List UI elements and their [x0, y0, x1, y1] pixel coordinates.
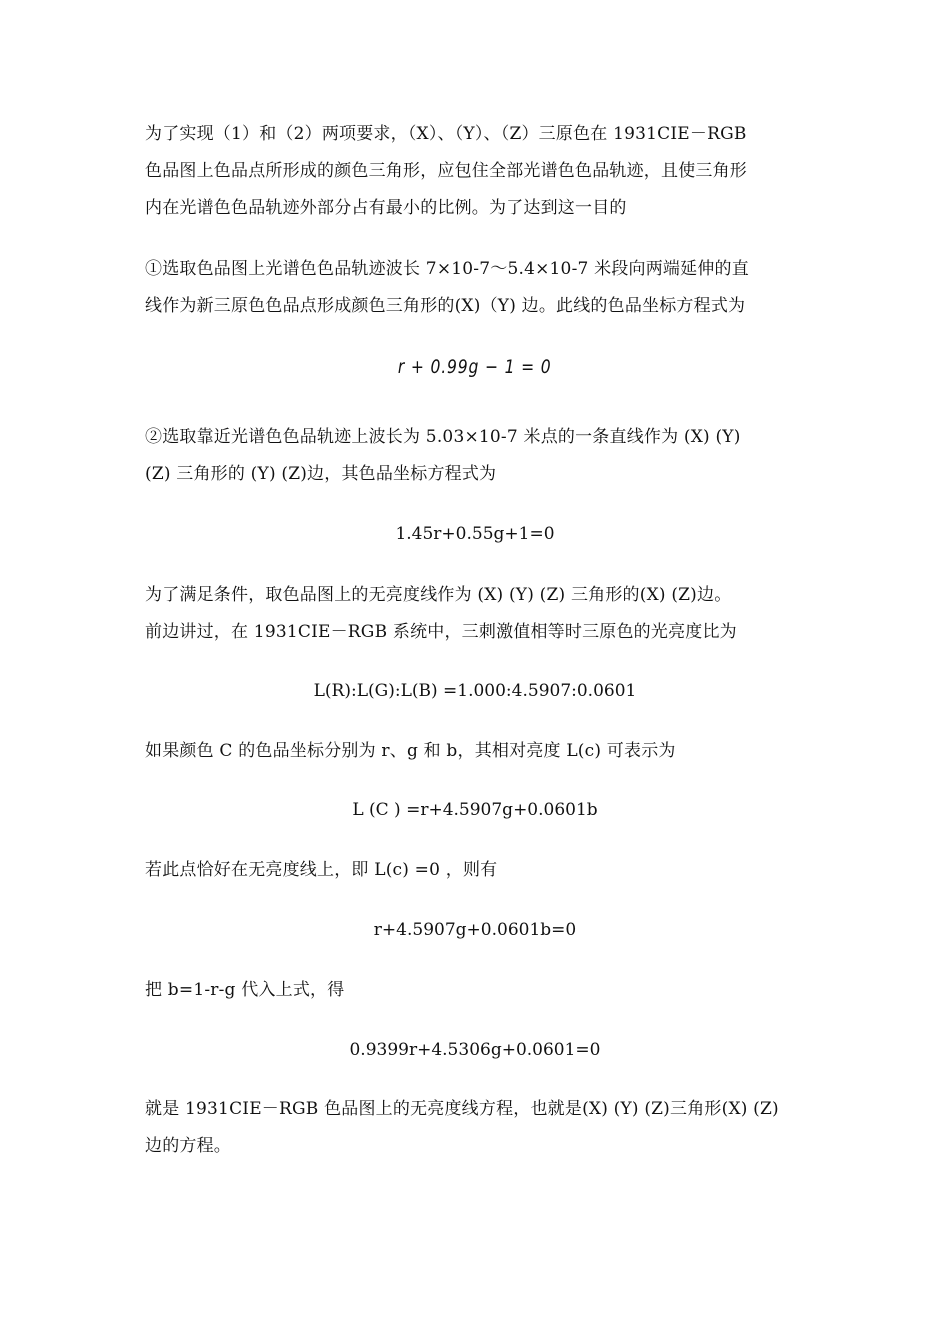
item2-line-1: ②选取靠近光谱色色品轨迹上波长为 5.03×10-7 米点的一条直线作为 (X) (Y)	[145, 427, 741, 447]
condition-line-2: 前边讲过，在 1931CIE－RGB 系统中，三刺激值相等时三原色的光亮度比为	[145, 622, 737, 642]
equation-1-text: r + 0.99g − 1 = 0	[398, 356, 552, 378]
item1-line-2: 线作为新三原色色品点形成颜色三角形的(X)（Y) 边。此线的色品坐标方程式为	[145, 296, 746, 316]
intro-line-2: 色品图上色品点所形成的颜色三角形，应包住全部光谱色色品轨迹，且使三角形	[145, 161, 747, 181]
equation-4: L (C ) =r+4.5907g+0.0601b	[352, 800, 598, 820]
condition-line-1: 为了满足条件，取色品图上的无亮度线作为 (X) (Y) (Z) 三角形的(X) (Z)边。	[145, 585, 732, 605]
item2-line-2: (Z) 三角形的 (Y) (Z)边，其色品坐标方程式为	[145, 464, 497, 484]
equation-6: 0.9399r+4.5306g+0.0601=0	[349, 1040, 601, 1060]
intro-line-3: 内在光谱色色品轨迹外部分占有最小的比例。为了达到这一目的	[145, 198, 627, 218]
equation-5: r+4.5907g+0.0601b=0	[373, 920, 577, 940]
item1-line-1: ①选取色品图上光谱色色品轨迹波长 7×10-7～5.4×10-7 米段向两端延伸的直	[145, 259, 749, 279]
equation-1	[0, 357, 950, 378]
conclusion-line-1: 就是 1931CIE－RGB 色品图上的无亮度线方程，也就是(X) (Y) (Z)三角形(X) (Z)	[145, 1099, 779, 1119]
if-point-line: 若此点恰好在无亮度线上，即 L(c) =0 ，则有	[145, 860, 498, 880]
intro-line-1: 为了实现（1）和（2）两项要求，（X）、（Y）、（Z）三原色在 1931CIE－RGB	[145, 124, 747, 144]
equation-2: 1.45r+0.55g+1=0	[395, 524, 555, 544]
substitution-line: 把 b=1-r-g 代入上式，得	[145, 980, 345, 1000]
conclusion-line-2: 边的方程。	[145, 1136, 231, 1156]
equation-3: L(R):L(G):L(B) =1.000:4.5907:0.0601	[313, 681, 637, 701]
if-color-line: 如果颜色 C 的色品坐标分别为 r、g 和 b，其相对亮度 L(c) 可表示为	[145, 741, 676, 761]
